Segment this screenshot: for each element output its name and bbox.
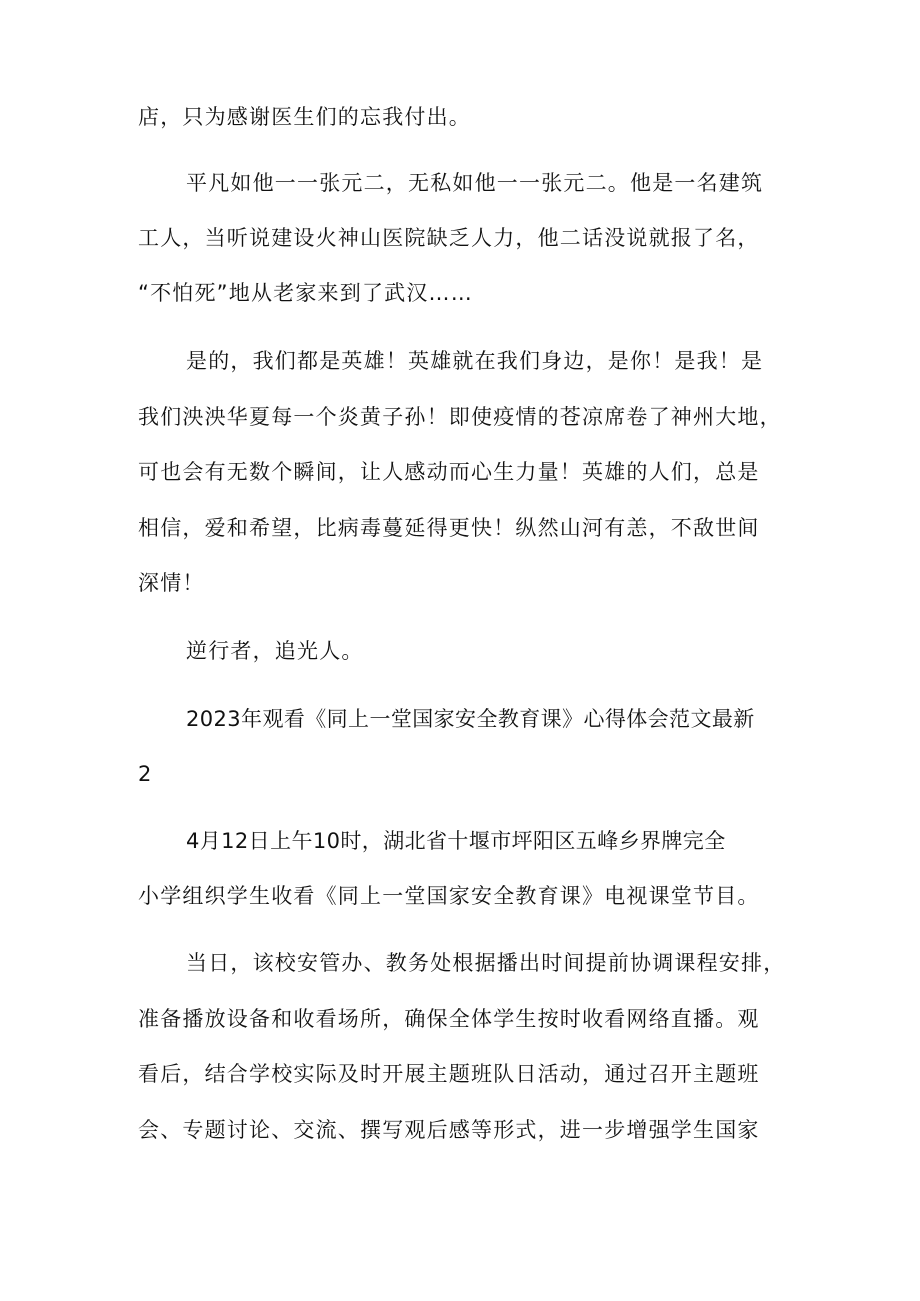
paragraph-line: 店，只为感谢医生们的忘我付出。 xyxy=(138,105,471,129)
paragraph-line: 准备播放设备和收看场所，确保全体学生按时收看网络直播。观 xyxy=(138,1007,760,1031)
paragraph-line: 当日，该校安管办、教务处根据播出时间提前协调课程安排， xyxy=(186,951,786,975)
paragraph-line: 平凡如他一一张元二，无私如他一一张元二。他是一名建筑 xyxy=(186,171,764,195)
paragraph-line: 我们泱泱华夏每一个炎黄子孙！即使疫情的苍凉席卷了神州大地， xyxy=(138,405,782,429)
section-heading-number: 2 xyxy=(138,762,153,786)
paragraph-line: 深情！ xyxy=(138,571,205,595)
paragraph-line: 会、专题讨论、交流、撰写观后感等形式，进一步增强学生国家 xyxy=(138,1118,760,1142)
paragraph-line: 可也会有无数个瞬间，让人感动而心生力量！英雄的人们，总是 xyxy=(138,460,760,484)
paragraph-line: 看后，结合学校实际及时开展主题班队日活动，通过召开主题班 xyxy=(138,1062,760,1086)
paragraph-line: 是的，我们都是英雄！英雄就在我们身边，是你！是我！是 xyxy=(186,349,764,373)
paragraph-line: 相信，爱和希望，比病毒蔓延得更快！纵然山河有恙，不敌世间 xyxy=(138,516,760,540)
paragraph-line: “不怕死”地从老家来到了武汉…… xyxy=(138,281,473,305)
paragraph-line: 工人，当听说建设火神山医院缺乏人力，他二话没说就报了名， xyxy=(138,226,760,250)
paragraph-line: 4月12日上午10时，湖北省十堰市坪阳区五峰乡界牌完全 xyxy=(186,829,726,853)
section-heading: 2023年观看《同上一堂国家安全教育课》心得体会范文最新 xyxy=(186,707,755,731)
paragraph-line: 逆行者，追光人。 xyxy=(186,639,364,663)
paragraph-line: 小学组织学生收看《同上一堂国家安全教育课》电视课堂节目。 xyxy=(138,884,760,908)
